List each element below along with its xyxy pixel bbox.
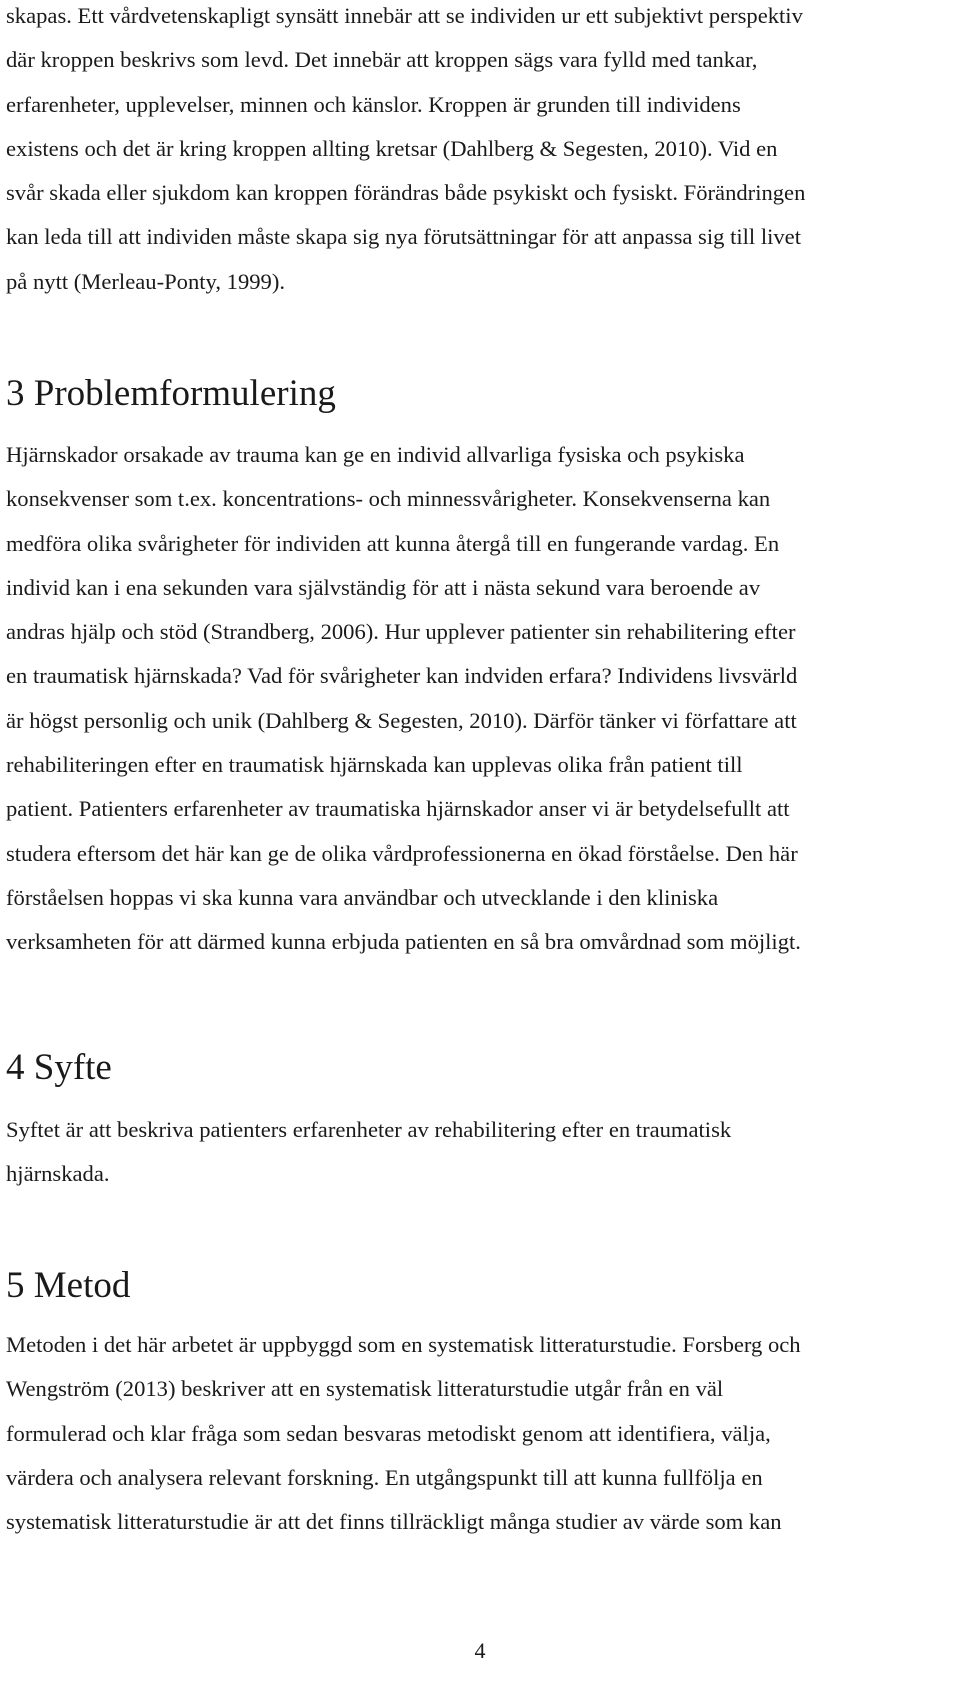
intro-paragraph xyxy=(6,0,956,304)
metod-paragraph xyxy=(6,1323,956,1544)
text-line: värdera och analysera relevant forskning. En utgångspunkt till att kunna fullfölja en xyxy=(6,1464,763,1490)
text-line: skapas. Ett vårdvetenskapligt synsätt innebär att se individen ur ett subjektivt perspektiv xyxy=(6,3,803,28)
section-heading-syfte: 4 Syfte xyxy=(6,1047,112,1088)
text-line: medföra olika svårigheter för individen att kunna återgå till en fungerande vardag. En xyxy=(6,530,780,556)
text-line: rehabiliteringen efter en traumatisk hjärnskada kan upplevas olika från patient till xyxy=(6,752,743,778)
syfte-paragraph xyxy=(6,1108,956,1197)
text-line: individ kan i ena sekunden vara självständig för att i nästa sekund vara beroende av xyxy=(6,574,761,600)
text-line: där kroppen beskrivs som levd. Det innebär att kroppen sägs vara fylld med tankar, xyxy=(6,47,758,73)
page-number: 4 xyxy=(474,1638,486,1663)
text-line: Hjärnskador orsakade av trauma kan ge en individ allvarliga fysiska och psykiska xyxy=(6,442,745,467)
text-line: Syftet är att beskriva patienters erfarenheter av rehabilitering efter en traumatisk xyxy=(6,1117,732,1142)
text-line: Wengström (2013) beskriver att en systematisk litteraturstudie utgår från en väl xyxy=(6,1376,724,1402)
text-line: formulerad och klar fråga som sedan besvaras metodiskt genom att identifiera, välja, xyxy=(6,1420,771,1446)
text-line: kan leda till att individen måste skapa sig nya förutsättningar för att anpassa sig till livet xyxy=(6,224,801,250)
problemformulering-paragraph xyxy=(6,433,956,965)
text-line: Metoden i det här arbetet är uppbyggd som en systematisk litteraturstudie. Forsberg och xyxy=(6,1332,801,1357)
text-line: hjärnskada. xyxy=(6,1161,110,1187)
text-line: konsekvenser som t.ex. koncentrations- och minnessvårigheter. Konsekvenserna kan xyxy=(6,486,771,512)
text-line: systematisk litteraturstudie är att det finns tillräckligt många studier av värde som kan xyxy=(6,1509,782,1535)
text-line: förståelsen hoppas vi ska kunna vara användbar och utvecklande i den kliniska xyxy=(6,884,719,910)
text-line: är högst personlig och unik (Dahlberg & Segesten, 2010). Därför tänker vi författare att xyxy=(6,707,797,733)
text-line: en traumatisk hjärnskada? Vad för svårigheter kan indviden erfara? Individens livsvärld xyxy=(6,663,798,689)
text-line: studera eftersom det här kan ge de olika vårdprofessionerna en ökad förståelse. Den här xyxy=(6,840,798,866)
text-line: verksamheten för att därmed kunna erbjuda patienten en så bra omvårdnad som möjligt. xyxy=(6,929,801,955)
text-line: svår skada eller sjukdom kan kroppen förändras både psykiskt och fysiskt. Förändringen xyxy=(6,180,806,206)
text-line: andras hjälp och stöd (Strandberg, 2006). Hur upplever patienter sin rehabilitering efter xyxy=(6,619,796,645)
text-line: patient. Patienters erfarenheter av traumatiska hjärnskador anser vi är betydelsefullt att xyxy=(6,796,790,822)
text-line: på nytt (Merleau-Ponty, 1999). xyxy=(6,268,286,294)
text-line: existens och det är kring kroppen allting kretsar (Dahlberg & Segesten, 2010). Vid en xyxy=(6,135,778,161)
section-heading-metod: 5 Metod xyxy=(6,1265,131,1306)
section-heading-problemformulering: 3 Problemformulering xyxy=(6,373,336,414)
text-line: erfarenheter, upplevelser, minnen och känslor. Kroppen är grunden till individens xyxy=(6,91,741,117)
